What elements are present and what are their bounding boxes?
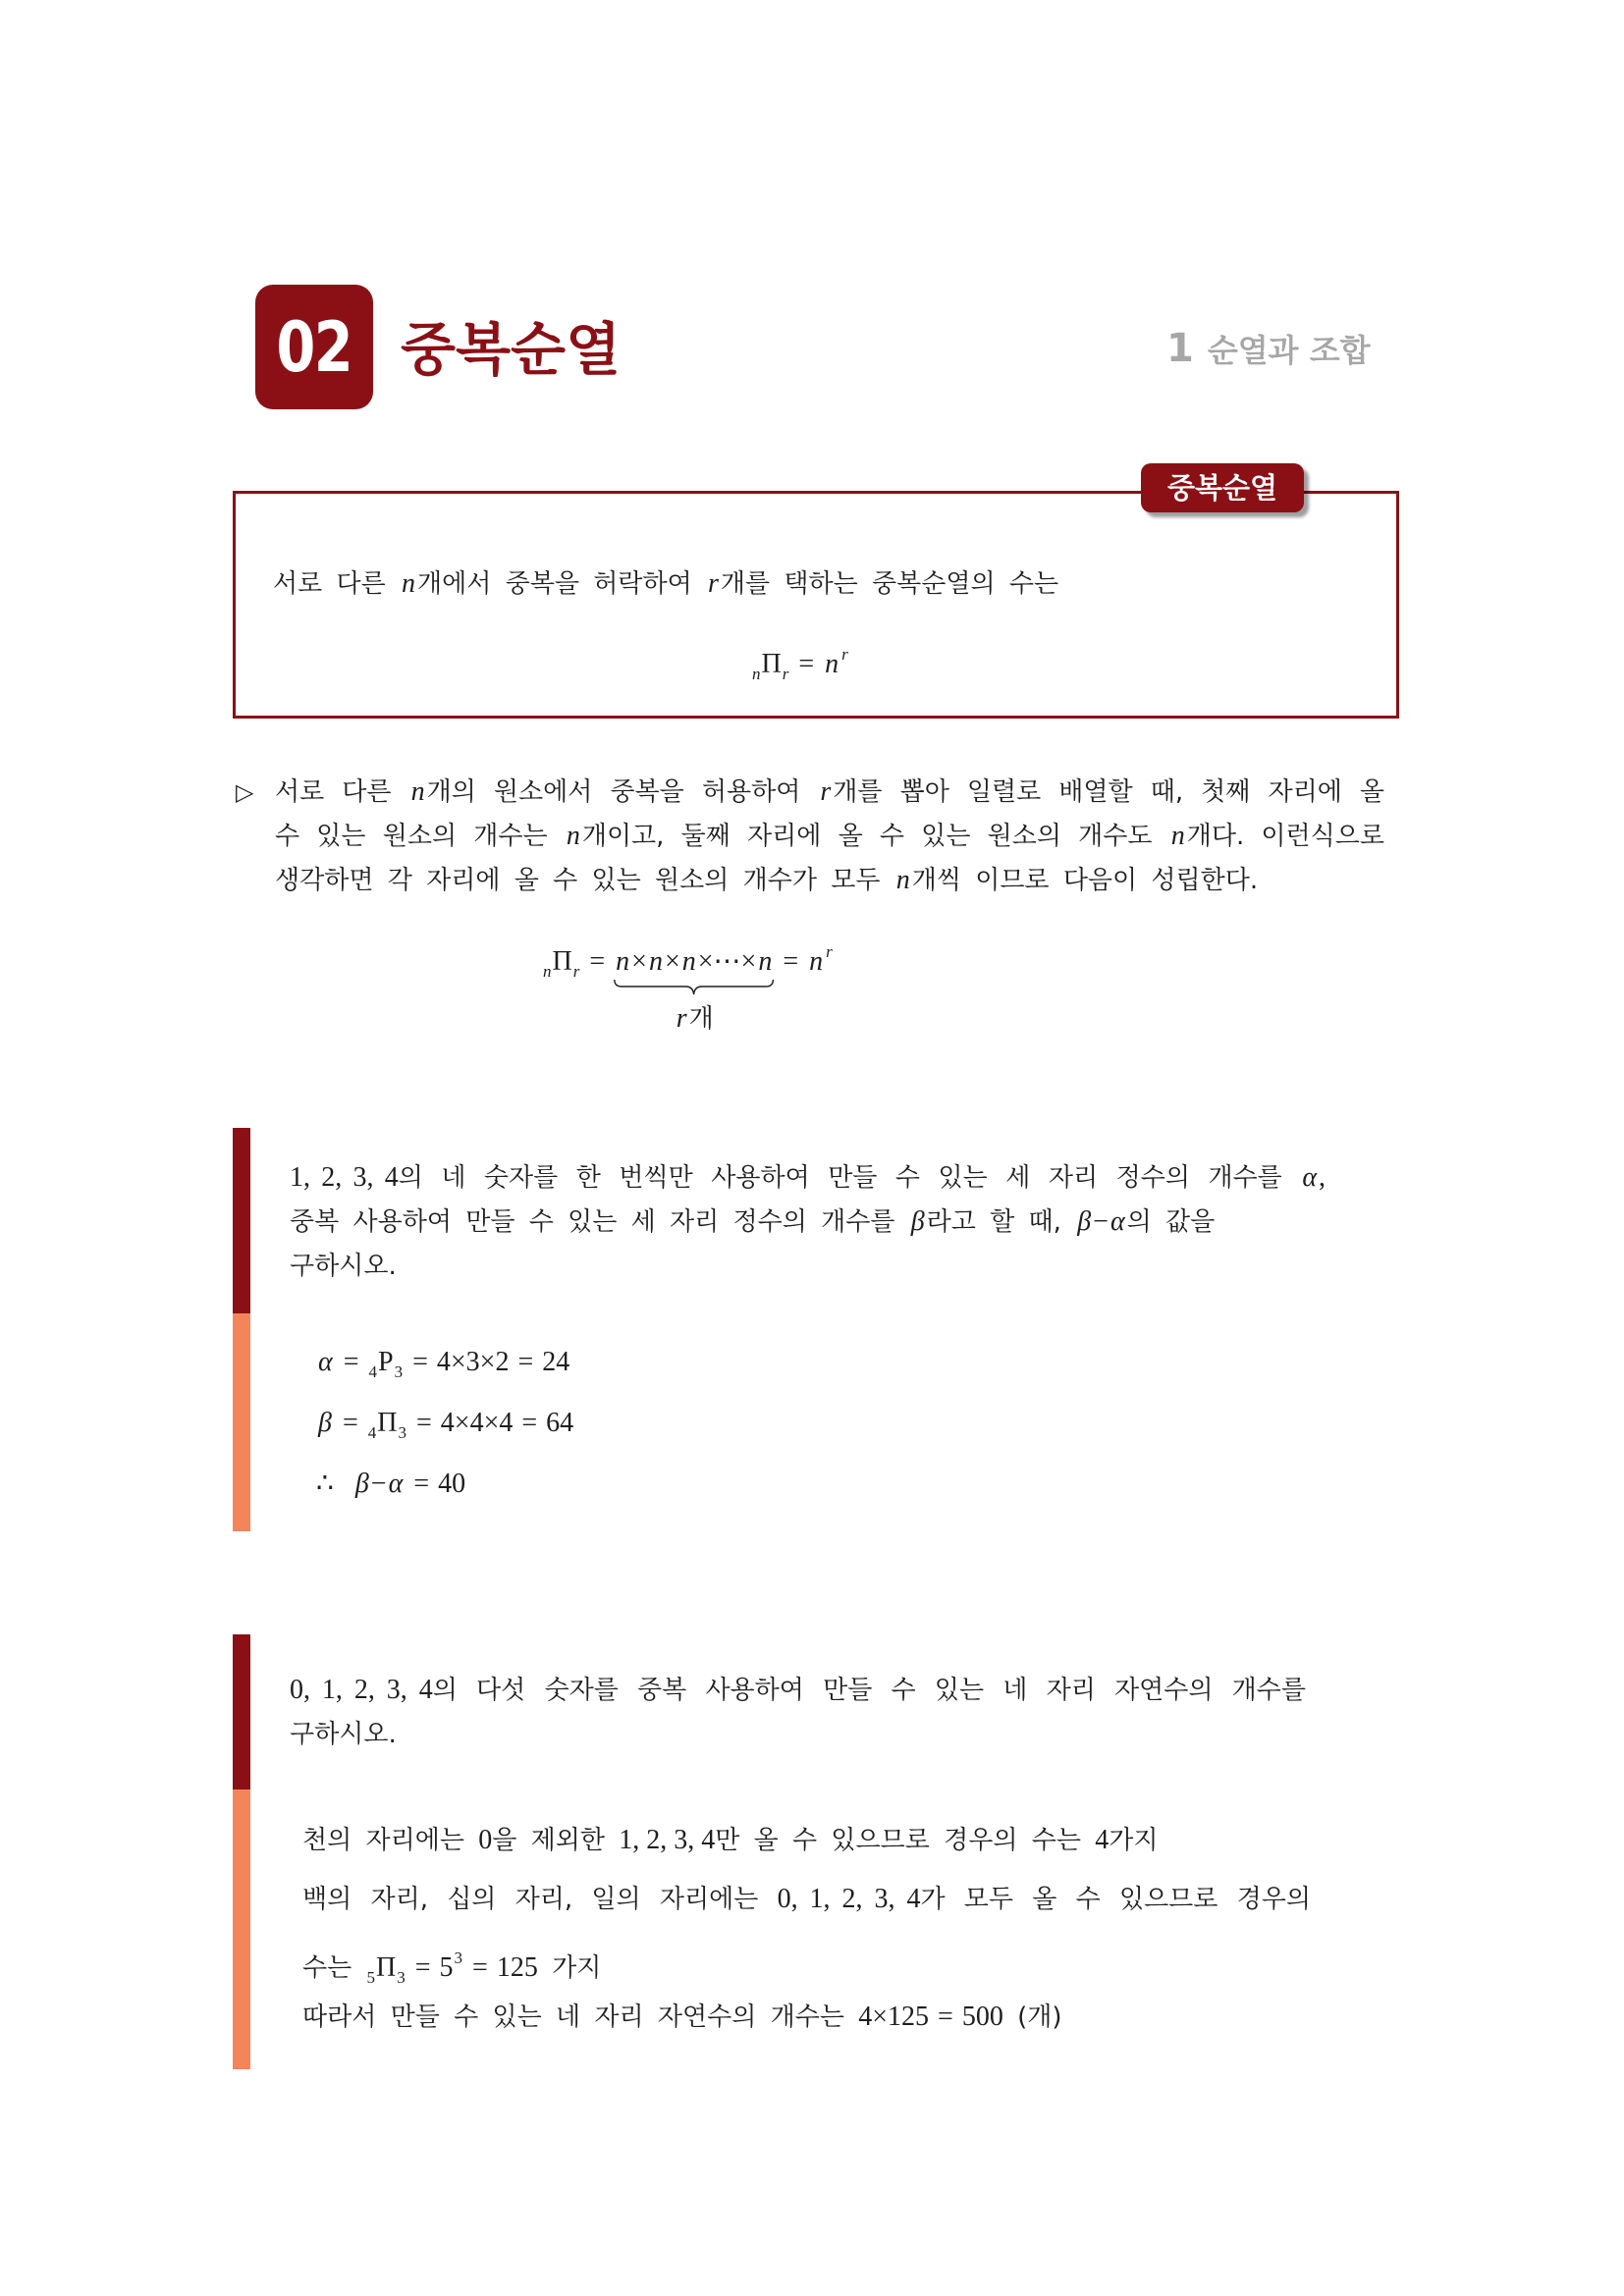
text-segment: 천의 자리에는 <box>302 1826 479 1855</box>
math-operator: = <box>415 1408 432 1438</box>
math-subscript: 4 <box>368 1362 377 1381</box>
math-variable: r <box>676 1003 687 1034</box>
math-variable: r <box>707 568 719 599</box>
math-subscript: r <box>572 962 580 981</box>
math-number: 125 <box>496 1952 538 1983</box>
example-solution-line <box>316 1343 569 1382</box>
example-solution-bar <box>233 1313 250 1531</box>
math-subscript: 3 <box>394 1362 404 1381</box>
example-solution-line <box>316 1404 573 1443</box>
math-variable: n <box>895 865 910 895</box>
math-variable: α <box>1302 1162 1318 1193</box>
math-symbol: P <box>378 1347 394 1377</box>
math-variable: β <box>318 1408 332 1438</box>
math-variable: n <box>758 946 773 977</box>
definition-box <box>233 491 1399 719</box>
math-subscript: n <box>543 962 552 981</box>
example-question-line <box>290 1158 1326 1198</box>
math-number: 4×125 <box>858 2002 930 2032</box>
math-operator: ×⋯× <box>697 946 757 977</box>
explanation-line <box>275 817 1384 856</box>
math-variable: α <box>1110 1206 1125 1237</box>
math-number: 0, 1, 2, 3, 4 <box>290 1675 433 1705</box>
text-segment: 가지 <box>1109 1826 1159 1855</box>
math-symbol: Π <box>376 1952 397 1983</box>
definition-formula <box>751 635 849 683</box>
therefore-symbol: ∴ <box>316 1468 334 1499</box>
math-variable: n <box>402 568 415 599</box>
math-operator: = <box>517 1347 534 1377</box>
definition-statement <box>273 564 1058 604</box>
math-variable: α <box>388 1468 404 1499</box>
math-operator: = <box>938 2002 953 2032</box>
text-segment: 의 값을 <box>1126 1207 1216 1237</box>
math-superscript: r <box>841 645 848 664</box>
text-segment: 수 있는 원소의 개수는 <box>275 822 565 851</box>
text-segment: 개씩 이므로 다음이 성립한다. <box>911 866 1259 895</box>
math-operator: = <box>413 1468 430 1499</box>
math-symbol: Π <box>761 649 782 679</box>
math-variable: α <box>318 1347 333 1377</box>
math-number: 5 <box>439 1952 454 1983</box>
math-operator: − <box>370 1468 387 1499</box>
math-number: 1, 2, 3, 4 <box>619 1825 716 1855</box>
section-heading <box>1166 324 1371 373</box>
math-variable: n <box>681 946 696 977</box>
math-number: 0, 1, 2, 3, 4 <box>777 1884 921 1914</box>
math-number: 4×3×2 <box>436 1347 510 1377</box>
section-title: 순열과 조합 <box>1207 332 1371 369</box>
math-superscript: r <box>826 942 833 961</box>
math-operator: = <box>342 1408 358 1438</box>
example-question-bar <box>233 1634 250 1789</box>
text-segment: 수는 <box>302 1953 366 1983</box>
section-number: 1 <box>1166 326 1194 371</box>
text-segment: 개다. 이런식으로 <box>1186 822 1385 851</box>
math-symbol: Π <box>377 1408 398 1438</box>
math-variable: n <box>809 946 824 977</box>
math-operator: = <box>783 946 799 977</box>
text-segment: 개에서 중복을 허락하여 <box>417 569 706 599</box>
example-question-line <box>290 1715 397 1754</box>
math-operator: − <box>1093 1206 1109 1237</box>
math-operator: = <box>798 649 815 679</box>
underbrace-path <box>615 980 774 994</box>
text-segment: 서로 다른 <box>275 777 409 807</box>
explanation-marker: ▷ <box>236 778 254 806</box>
math-operator: = <box>472 1952 488 1983</box>
underbrace <box>614 980 774 995</box>
text-segment: 개를 택하는 중복순열의 수는 <box>720 569 1059 599</box>
math-number: 24 <box>542 1347 570 1377</box>
example-solution-line <box>316 1465 465 1504</box>
example-solution-bar <box>233 1789 250 2069</box>
math-operator: = <box>589 946 606 977</box>
example-solution-line <box>302 1821 1158 1860</box>
math-operator: = <box>414 1952 431 1983</box>
definition-label: 중복순열 <box>1141 463 1304 512</box>
text-segment: (개) <box>1002 2002 1062 2032</box>
math-subscript: 4 <box>367 1423 377 1442</box>
text-segment: 따라서 만들 수 있는 네 자리 자연수의 개수는 <box>302 2002 859 2032</box>
example-solution-line <box>302 1880 1311 1919</box>
explanation-line <box>275 773 1384 812</box>
math-variable: n <box>1170 821 1185 851</box>
math-number: 500 <box>961 2002 1003 2032</box>
text-segment: 가 모두 올 수 있으므로 경우의 <box>920 1885 1311 1914</box>
text-segment: 만 올 수 있으므로 경우의 수는 <box>715 1826 1096 1855</box>
math-variable: n <box>410 776 425 807</box>
text-segment: 개 <box>688 1004 714 1034</box>
math-number: 40 <box>438 1468 466 1499</box>
math-variable: n <box>566 821 580 851</box>
math-variable: r <box>820 776 832 807</box>
math-number: 4×4×4 <box>440 1408 514 1438</box>
math-symbol: Π <box>552 946 572 977</box>
math-subscript: n <box>752 665 761 683</box>
math-number: 0 <box>478 1825 493 1855</box>
text-segment: 의 네 숫자를 한 번씩만 사용하여 만들 수 있는 세 자리 정수의 개수를 <box>398 1163 1301 1193</box>
text-segment: 구하시오. <box>290 1720 397 1749</box>
math-number: 1, 2, 3, 4 <box>290 1162 399 1193</box>
chapter-title: 중복순열 <box>401 316 622 383</box>
math-subscript: 3 <box>397 1968 406 1987</box>
text-segment: 백의 자리, 십의 자리, 일의 자리에는 <box>302 1885 778 1914</box>
text-segment: 중복 사용하여 만들 수 있는 세 자리 정수의 개수를 <box>290 1207 909 1237</box>
math-operator: × <box>664 946 680 977</box>
example-solution-line <box>302 1998 1061 2037</box>
underbrace-label <box>675 999 714 1039</box>
math-variable: n <box>648 946 663 977</box>
math-operator: = <box>343 1347 359 1377</box>
math-number: , <box>1319 1162 1326 1193</box>
math-subscript: 3 <box>398 1423 406 1442</box>
math-variable: β <box>354 1468 369 1499</box>
math-number: 4 <box>1095 1825 1110 1855</box>
explanation-formula <box>542 933 834 1034</box>
example-solution-line <box>302 1939 602 1987</box>
math-variable: n <box>825 649 839 679</box>
math-subscript: r <box>782 665 789 683</box>
math-operator: = <box>521 1408 538 1438</box>
math-number: 64 <box>546 1408 574 1438</box>
text-segment: 가지 <box>537 1953 602 1983</box>
text-segment: 라고 할 때, <box>926 1207 1076 1237</box>
text-segment: 개를 뽑아 일렬로 배열할 때, 첫째 자리에 올 <box>833 777 1384 807</box>
explanation-line <box>275 861 1258 900</box>
math-variable: n <box>616 946 630 977</box>
text-segment: 을 제외한 <box>492 1826 620 1855</box>
text-segment: 생각하면 각 자리에 올 수 있는 원소의 개수가 모두 <box>275 866 894 895</box>
math-subscript: 5 <box>366 1968 375 1987</box>
math-variable: β <box>910 1206 925 1237</box>
math-operator: = <box>412 1347 428 1377</box>
chapter-number: 02 <box>276 306 352 388</box>
product-group <box>614 942 774 1034</box>
example-question-line <box>290 1247 397 1286</box>
math-variable: β <box>1077 1206 1092 1237</box>
text-segment: 구하시오. <box>290 1252 397 1281</box>
chapter-number-badge <box>255 285 373 409</box>
math-superscript: 3 <box>454 1949 463 1967</box>
example-question-line <box>290 1202 1215 1242</box>
math-operator: × <box>631 946 647 977</box>
example-question-line <box>290 1671 1306 1710</box>
text-segment: 개이고, 둘째 자리에 올 수 있는 원소의 개수도 <box>581 822 1169 851</box>
example-question-bar <box>233 1128 250 1313</box>
text-segment: 의 다섯 숫자를 중복 사용하여 만들 수 있는 네 자리 자연수의 개수를 <box>432 1676 1307 1705</box>
text-segment: 개의 원소에서 중복을 허용하여 <box>426 777 819 807</box>
text-segment: 서로 다른 <box>273 569 400 599</box>
